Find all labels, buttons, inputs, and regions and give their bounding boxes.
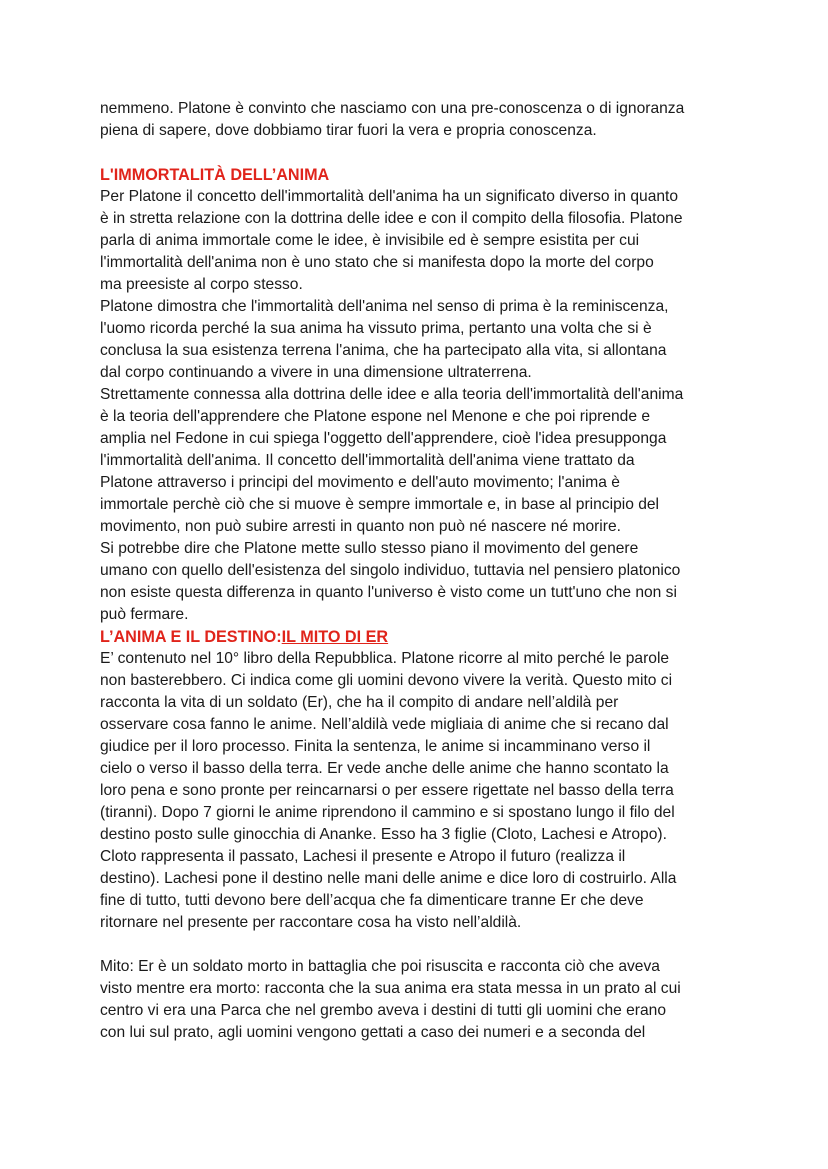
text-line: con lui sul prato, agli uomini vengono gettati a caso dei numeri e a seconda del (100, 1024, 646, 1041)
text-line: dal corpo continuando a vivere in una dimensione ultraterrena. (100, 364, 532, 381)
text-line: parla di anima immortale come le idee, è invisibile ed è sempre esistita per cui (100, 232, 640, 249)
section2-paragraph-1 (100, 648, 740, 934)
text-line: nemmeno. Platone è convinto che nasciamo con una pre-conoscenza o di ignoranza (100, 100, 685, 117)
text-line: Strettamente connessa alla dottrina delle idee e alla teoria dell'immortalità dell'anima (100, 386, 684, 403)
section1-paragraph-2 (100, 296, 740, 384)
text-line: amplia nel Fedone in cui spiega l'oggetto dell'apprendere, cioè l'idea presupponga (100, 430, 667, 447)
text-line: racconta la vita di un soldato (Er), che ha il compito di andare nell’aldilà per (100, 694, 619, 711)
text-line: Cloto rappresenta il passato, Lachesi il presente e Atropo il futuro (realizza il (100, 848, 626, 865)
paragraph-spacer (100, 142, 740, 164)
text-line: fine di tutto, tutti devono bere dell’acqua che fa dimenticare tranne Er che deve (100, 892, 644, 909)
text-line: l'immortalità dell'anima non è uno stato che si manifesta dopo la morte del corpo (100, 254, 654, 271)
text-line: destino). Lachesi pone il destino nelle mani delle anime e dice loro di costruirlo. Alla (100, 870, 677, 887)
text-line: Mito: Er è un soldato morto in battaglia che poi risuscita e racconta ciò che aveva (100, 958, 660, 975)
text-line: visto mentre era morto: racconta che la sua anima era stata messa in un prato al cui (100, 980, 681, 997)
text-line: ma preesiste al corpo stesso. (100, 276, 303, 293)
section1-paragraph-1 (100, 186, 740, 296)
section-heading-mito-di-er (100, 626, 740, 648)
text-line: è la teoria dell'apprendere che Platone espone nel Menone e che poi riprende e (100, 408, 651, 425)
heading-part-mito-di-er: IL MITO DI ER (281, 628, 389, 646)
text-line: osservare cosa fanno le anime. Nell’aldilà vede migliaia di anime che si recano dal (100, 716, 669, 733)
text-line: movimento, non può subire arresti in quanto non può né nascere né morire. (100, 518, 621, 535)
text-line: E’ contenuto nel 10° libro della Repubblica. Platone ricorre al mito perché le parole (100, 650, 670, 667)
text-line: ritornare nel presente per raccontare cosa ha visto nell’aldilà. (100, 914, 522, 931)
text-line: giudice per il loro processo. Finita la sentenza, le anime si incamminano verso il (100, 738, 651, 755)
text-line: (tiranni). Dopo 7 giorni le anime riprendono il cammino e si spostano lungo il filo del (100, 804, 675, 821)
document-body (100, 98, 740, 1044)
text-line: immortale perchè ciò che si muove è sempre immortale e, in base al principio del (100, 496, 660, 513)
text-line: Platone dimostra che l'immortalità dell'anima nel senso di prima è la reminiscenza, (100, 298, 669, 315)
text-line: Per Platone il concetto dell'immortalità dell'anima ha un significato diverso in quanto (100, 188, 679, 205)
heading-part-anima-destino: L’ANIMA E IL DESTINO: (100, 628, 282, 646)
text-line: loro pena e sono pronte per reincarnarsi o per essere rigettate nel basso della terra (100, 782, 674, 799)
intro-paragraph (100, 98, 740, 142)
text-line: umano con quello dell'esistenza del singolo individuo, tuttavia nel pensiero platonico (100, 562, 681, 579)
text-line: destino posto sulle ginocchia di Ananke. Esso ha 3 figlie (Cloto, Lachesi e Atropo). (100, 826, 667, 843)
section-heading-immortalita: L'IMMORTALITÀ DELL’ANIMA (100, 166, 330, 184)
text-line: piena di sapere, dove dobbiamo tirar fuori la vera e propria conoscenza. (100, 122, 597, 139)
paragraph-spacer (100, 934, 740, 956)
text-line: Si potrebbe dire che Platone mette sullo stesso piano il movimento del genere (100, 540, 639, 557)
text-line: conclusa la sua esistenza terrena l'anima, che ha partecipato alla vita, si allontana (100, 342, 667, 359)
text-line: Platone attraverso i principi del movimento e dell'auto movimento; l'anima è (100, 474, 620, 491)
text-line: non esiste questa differenza in quanto l'universo è visto come un tutt'uno che non si (100, 584, 677, 601)
text-line: può fermare. (100, 606, 189, 623)
text-line: centro vi era una Parca che nel grembo aveva i destini di tutti gli uomini che erano (100, 1002, 667, 1019)
section1-paragraph-3 (100, 384, 740, 538)
text-line: cielo o verso il basso della terra. Er vede anche delle anime che hanno scontato la (100, 760, 669, 777)
text-line: l'uomo ricorda perché la sua anima ha vissuto prima, pertanto una volta che si è (100, 320, 652, 337)
text-line: non basterebbero. Ci indica come gli uomini devono vivere la verità. Questo mito ci (100, 672, 673, 689)
text-line: l'immortalità dell'anima. Il concetto dell'immortalità dell'anima viene trattato da (100, 452, 635, 469)
text-line: è in stretta relazione con la dottrina delle idee e con il compito della filosofia. Platone (100, 210, 683, 227)
section1-paragraph-4 (100, 538, 740, 626)
section2-paragraph-2 (100, 956, 740, 1044)
